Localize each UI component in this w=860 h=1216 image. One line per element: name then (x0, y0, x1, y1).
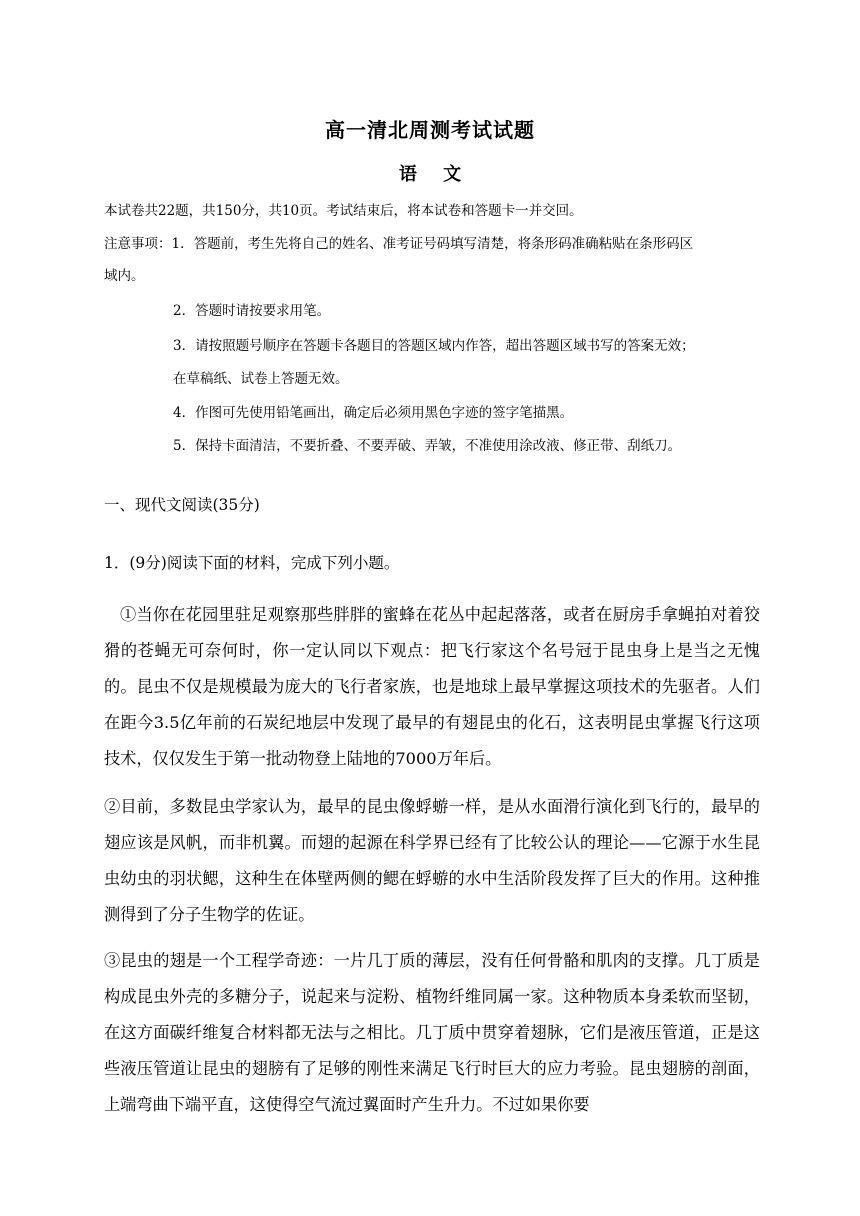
question-heading: 1．(9分)阅读下面的材料，完成下列小题。 (104, 554, 400, 572)
notes-item-5: 5．保持卡面清洁，不要折叠、不要弄破、弄皱，不准使用涂改液、修正带、刮纸刀。 (173, 438, 682, 454)
notes-item-4: 4．作图可先使用铅笔画出，确定后必须用黑色字迹的签字笔描黑。 (173, 405, 574, 421)
exam-subject: 语 文 (398, 164, 462, 185)
exam-title: 高一清北周测考试试题 (325, 118, 535, 142)
notes-lead-line2: 域内。 (104, 268, 145, 284)
notes-item-3-line2: 在草稿纸、试卷上答题无效。 (173, 371, 349, 387)
notes-item-3-line1: 3．请按照题号顺序在答题卡各题目的答题区域内作答，超出答题区域书写的答案无效； (173, 338, 695, 354)
reading-paragraph-1: ①当你在花园里驻足观察那些胖胖的蜜蜂在花丛中起起落落，或者在厨房手拿蝇拍对着狡猾的苍蝇无可奈何时，你一定认同以下观点：把飞行家这个名号冠于昆虫身上是当之无愧的。昆虫不仅是规模最为庞大的飞行者家族，也是地球上最早掌握这项技术的先驱者。人们在距今3.5亿年前的石炭纪地层中发现了最早的有翅昆虫的化石，这表明昆虫掌握飞行这项技术，仅仅发生于第一批动物登上陆地的7000万年后。 (104, 605, 760, 768)
section-heading: 一、现代文阅读(35分) (104, 496, 260, 514)
reading-paragraph-2: ②目前，多数昆虫学家认为，最早的昆虫像蜉蝣一样，是从水面滑行演化到飞行的，最早的翅应该是风帆，而非机翼。而翅的起源在科学界已经有了比较公认的理论——它源于水生昆虫幼虫的羽状鳃，这种生在体壁两侧的鳃在蜉蝣的水中生活阶段发挥了巨大的作用。这种推测得到了分子生物学的佐证。 (104, 797, 760, 924)
notes-lead-line1: 注意事项：1．答题前，考生先将自己的姓名、准考证号码填写清楚，将条形码准确粘贴在条形码区 (104, 236, 694, 252)
notes-item-2: 2．答题时请按要求用笔。 (173, 303, 331, 319)
exam-intro: 本试卷共22题，共150分，共10页。考试结束后，将本试卷和答题卡一并交回。 (104, 203, 583, 219)
reading-paragraph-3: ③昆虫的翅是一个工程学奇迹：一片几丁质的薄层，没有任何骨骼和肌肉的支撑。几丁质是构成昆虫外壳的多糖分子，说起来与淀粉、植物纤维同属一家。这种物质本身柔软而坚韧，在这方面碳纤维复合材料都无法与之相比。几丁质中贯穿着翅脉，它们是液压管道，正是这些液压管道让昆虫的翅膀有了足够的刚性来满足飞行时巨大的应力考验。昆虫翅膀的剖面，上端弯曲下端平直，这使得空气流过翼面时产生升力。不过如果你要 (104, 951, 760, 1114)
